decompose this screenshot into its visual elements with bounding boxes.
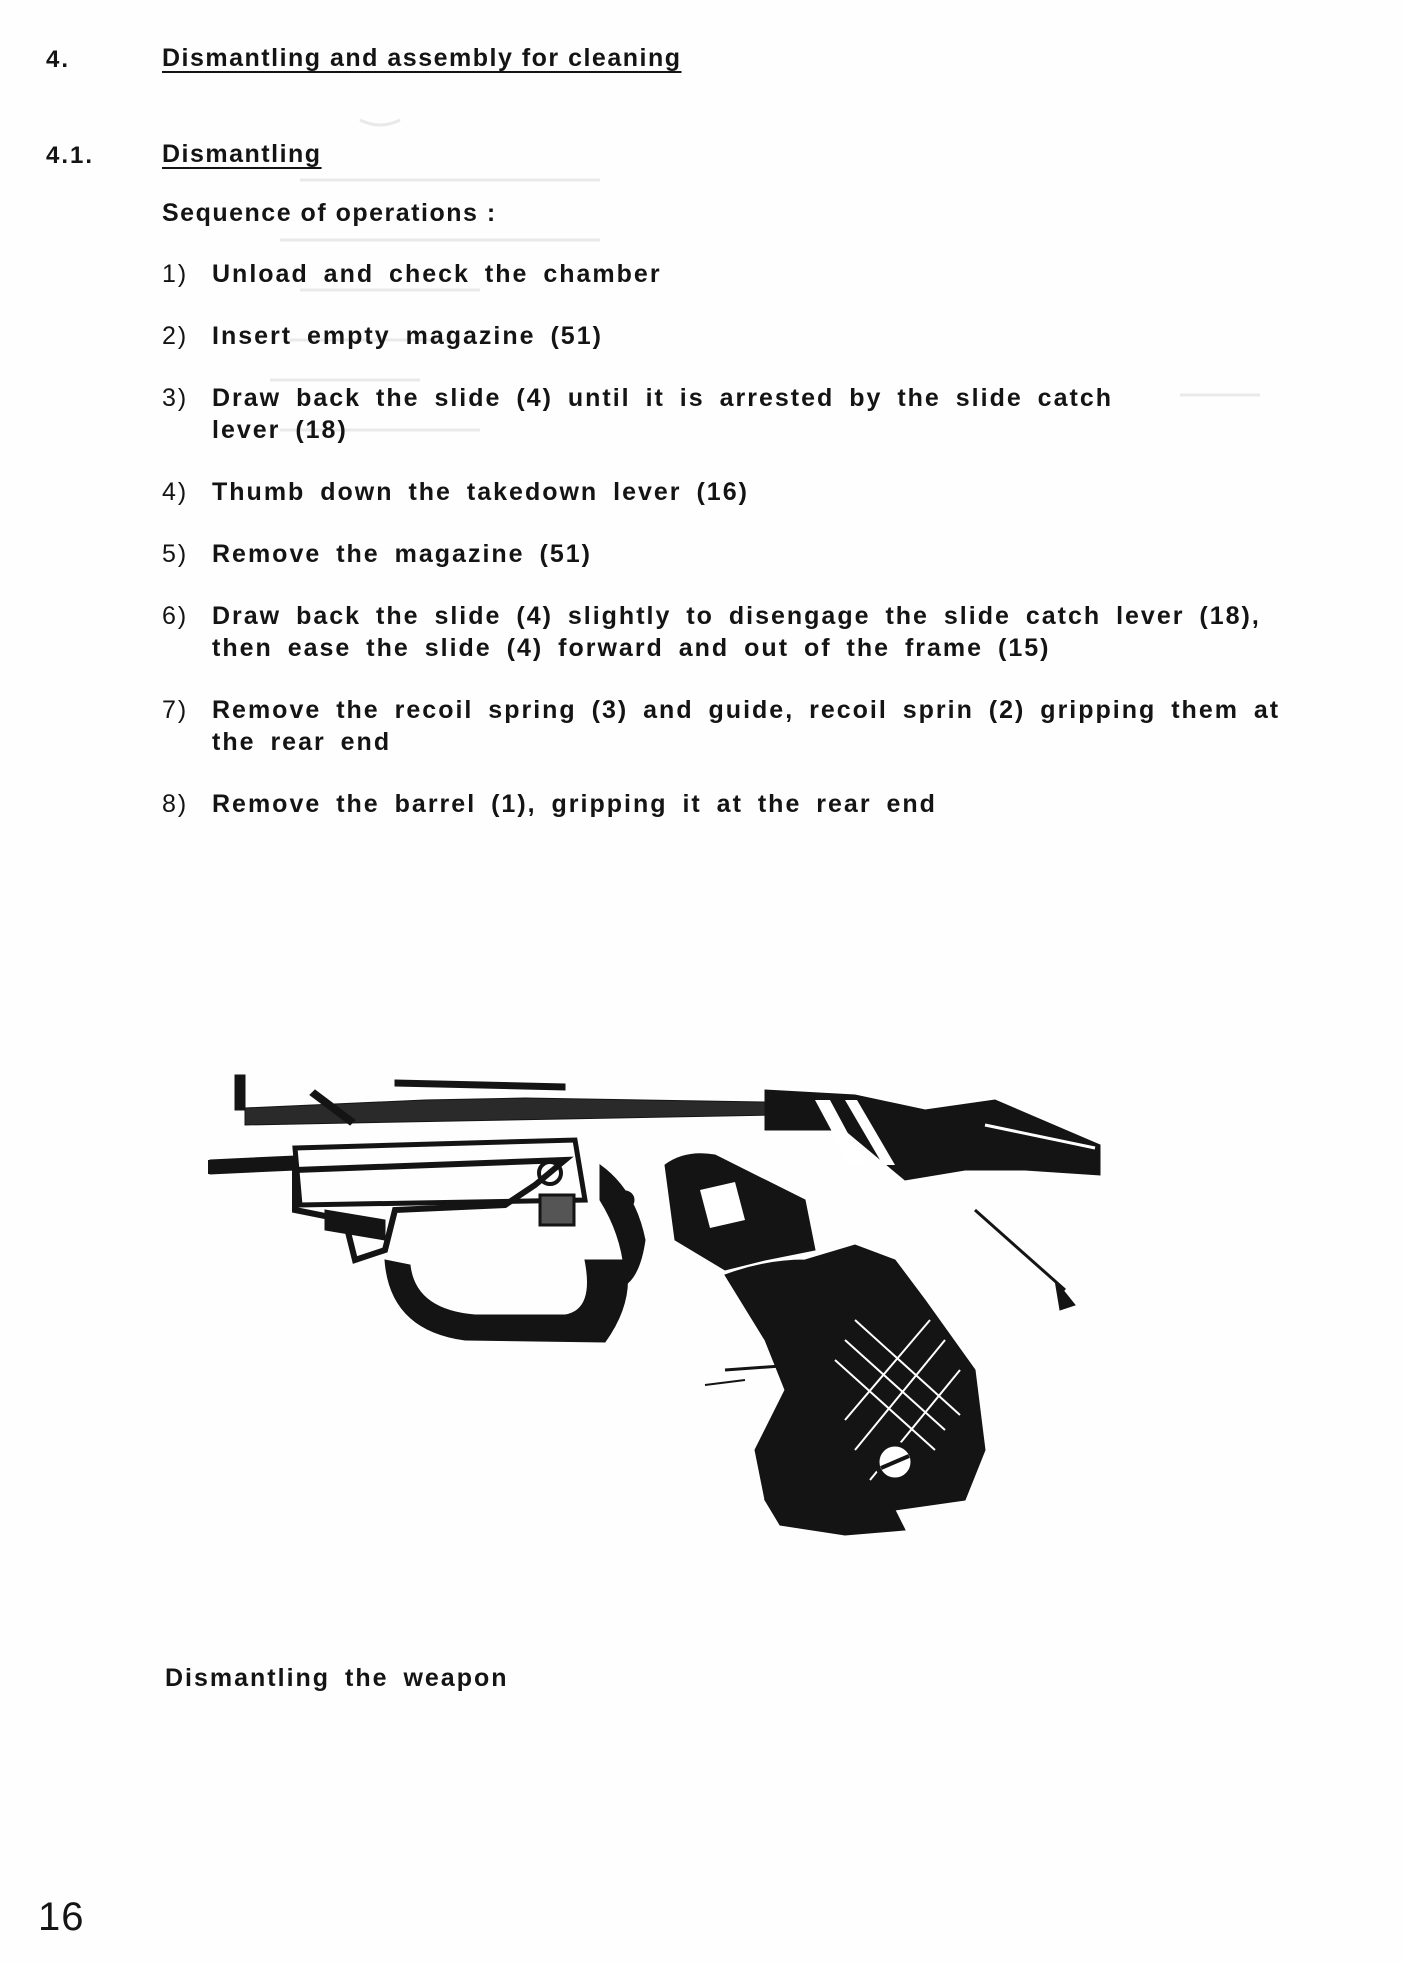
step-text: Draw back the slide (4) slightly to disengage the slide catch lever (18), then ease the slide (4) forward and out of the frame (15) bbox=[212, 602, 1261, 662]
step-text: Remove the recoil spring (3) and guide, recoil sprin (2) gripping them at the rear end bbox=[212, 696, 1281, 756]
operation-steps bbox=[162, 258, 1342, 850]
pistol-dismantling-photo bbox=[205, 1070, 1105, 1590]
sequence-heading: Sequence of operations : bbox=[162, 199, 497, 227]
step-text: Thumb down the takedown lever (16) bbox=[212, 478, 749, 506]
step-item bbox=[162, 320, 1342, 352]
step-number: 2) bbox=[162, 322, 189, 350]
step-item bbox=[162, 694, 1342, 758]
step-number: 7) bbox=[162, 696, 189, 724]
step-item bbox=[162, 258, 1342, 290]
step-item bbox=[162, 600, 1342, 664]
step-item bbox=[162, 538, 1342, 570]
subsection-title: Dismantling bbox=[162, 140, 322, 168]
step-number: 5) bbox=[162, 540, 189, 568]
step-item bbox=[162, 382, 1342, 446]
step-item bbox=[162, 476, 1342, 508]
figure-caption: Dismantling the weapon bbox=[165, 1664, 509, 1692]
step-text: Unload and check the chamber bbox=[212, 260, 662, 288]
step-number: 8) bbox=[162, 790, 189, 818]
step-number: 4) bbox=[162, 478, 189, 506]
section-number: 4. bbox=[46, 46, 71, 73]
step-text: Insert empty magazine (51) bbox=[212, 322, 603, 350]
step-item bbox=[162, 788, 1342, 820]
step-number: 1) bbox=[162, 260, 189, 288]
step-number: 3) bbox=[162, 384, 189, 412]
step-text: Remove the magazine (51) bbox=[212, 540, 592, 568]
page-number: 16 bbox=[38, 1895, 85, 1939]
step-text: Draw back the slide (4) until it is arrested by the slide catch lever (18) bbox=[212, 384, 1113, 444]
step-text: Remove the barrel (1), gripping it at the rear end bbox=[212, 790, 937, 818]
step-number: 6) bbox=[162, 602, 189, 630]
section-title: Dismantling and assembly for cleaning bbox=[162, 44, 682, 72]
subsection-number: 4.1. bbox=[46, 142, 95, 169]
